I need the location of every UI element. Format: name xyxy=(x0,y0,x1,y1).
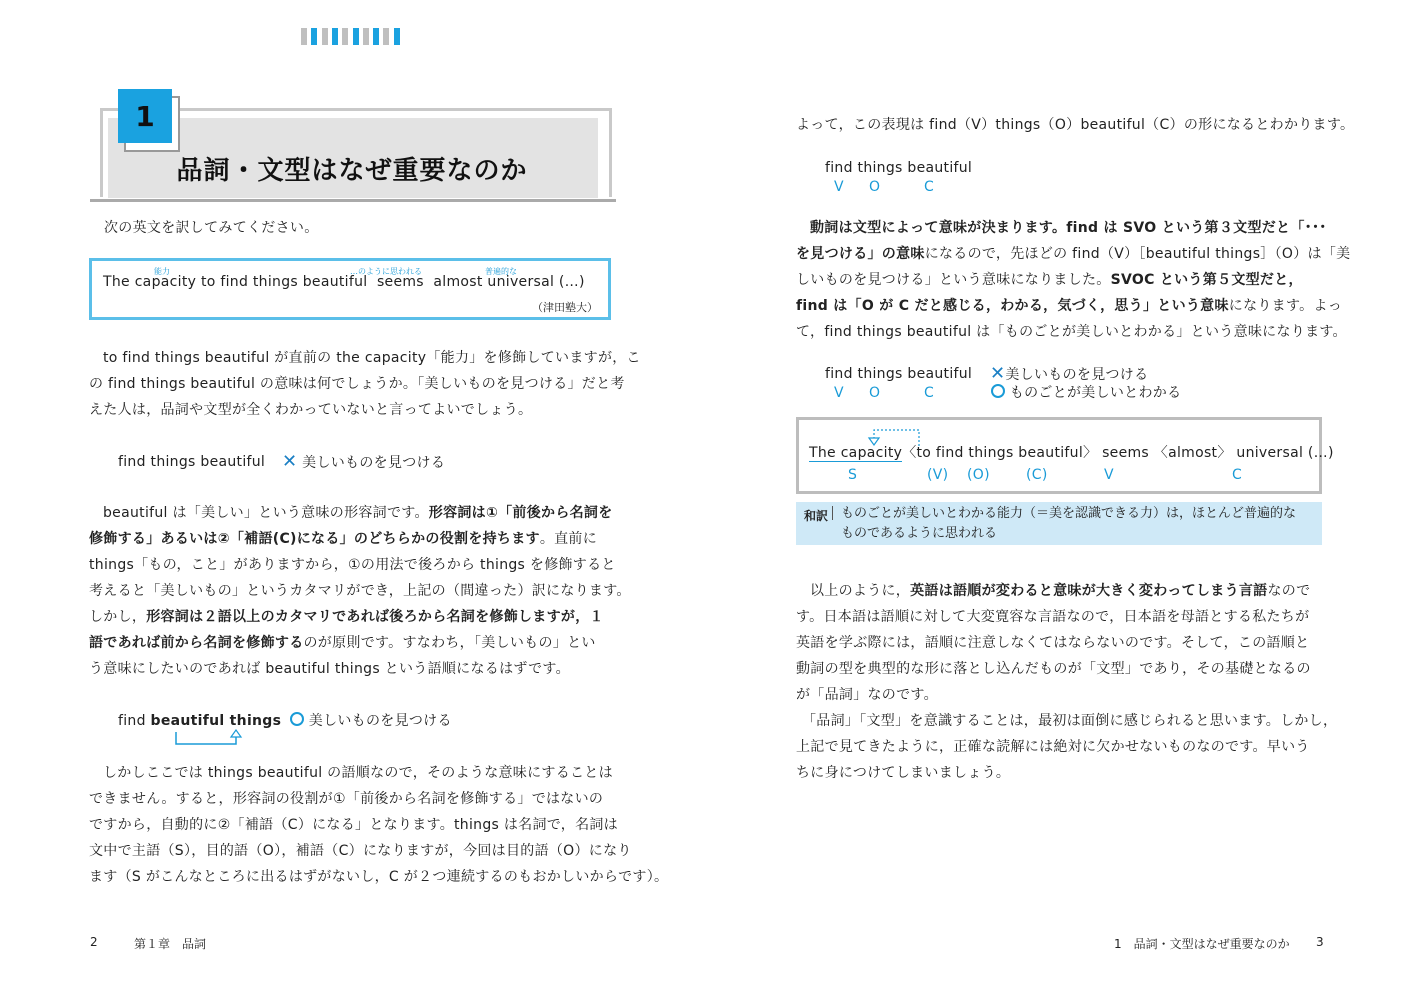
line: 上記で見てきたように，正確な読解には絶対に欠かせないものなのです。早いう xyxy=(796,739,1310,755)
infinitive-phrase: 〈to find things beautiful〉 xyxy=(902,445,1098,461)
wrong-meaning: 美しいものを見つける xyxy=(302,455,446,471)
bold-text: 語であれば前から名詞を修飾する xyxy=(89,635,304,651)
left-page-number: 2 xyxy=(90,935,98,949)
circle-icon xyxy=(290,712,304,726)
reorder-arrow xyxy=(170,728,250,750)
ruby-seems: …のように思われる xyxy=(350,267,422,276)
left-running-head: 第１章 品詞 xyxy=(134,937,207,951)
wrong-meaning: 美しいものを見つける xyxy=(1005,367,1149,383)
correct-example-1 xyxy=(290,708,452,734)
decoration-square xyxy=(322,28,328,45)
left-paragraph-3 xyxy=(89,760,668,890)
decoration-square xyxy=(301,28,307,45)
bold-text: 形容詞は①「前後から名詞を xyxy=(428,505,613,521)
translation-label: 和訳 xyxy=(804,509,829,523)
svoc-phrase-2: find things beautiful xyxy=(825,366,973,382)
correct-meaning: 美しいものを見つける xyxy=(308,713,452,729)
example-phrase-1: find things beautiful xyxy=(118,454,266,470)
right-paragraph-3 xyxy=(796,578,1337,786)
decoration-square xyxy=(332,28,338,45)
line: to find things beautiful が直前の the capacity「能力」を修飾していますが，こ xyxy=(103,350,641,366)
right-paragraph-2 xyxy=(796,215,1350,345)
line: 考えると「美しいもの」というカタマリができ，上記の（間違った）訳になります。 xyxy=(89,583,631,599)
bold-text: 形容詞は２語以上のカタマリであれば後ろから名詞を修飾しますが，１ xyxy=(146,609,604,625)
subject-phrase: The capacity xyxy=(809,445,903,461)
verb: seems xyxy=(1097,445,1154,461)
line: しかしここでは things beautiful の語順なので，そのような意味にすることは xyxy=(103,765,613,781)
bold-text: を見つける」の意味 xyxy=(796,246,925,262)
translation-line-1: ものごとが美しいとわかる能力（＝美を認識できる力）は，ほとんど普遍的な xyxy=(841,506,1297,521)
label-c-paren: (C) xyxy=(1026,467,1048,483)
text: beautiful は「美しい」という意味の形容詞です。 xyxy=(103,505,429,521)
line: 動詞の型を典型的な形に落とし込んだものが「文型」であり，その基礎となるの xyxy=(796,661,1311,677)
decoration-square xyxy=(311,28,317,45)
intro-text: 次の英文を訳してみてください。 xyxy=(104,220,319,236)
label-o: O xyxy=(869,179,881,195)
bold-text: 修飾する」あるいは②「補語(C)になる」のどちらかの役割を持ちます xyxy=(89,531,540,547)
text: になります。よっ xyxy=(1228,298,1343,314)
decoration-square xyxy=(383,28,389,45)
line: できません。すると，形容詞の役割が①「前後から名詞を修飾する」ではないの xyxy=(89,791,604,807)
text: になるので，先ほどの find（V）［beautiful things］（O）は「美 xyxy=(924,246,1351,262)
left-paragraph-2 xyxy=(89,500,631,682)
wrong-example-1 xyxy=(282,449,445,476)
line: て，find things beautiful は「ものごとが美しいとわかる」という意味になります。 xyxy=(796,324,1347,340)
cross-icon: ✕ xyxy=(990,363,1006,384)
label-o: O xyxy=(869,385,881,401)
translation-box xyxy=(796,502,1322,545)
quote-box xyxy=(89,258,611,320)
label-s: S xyxy=(848,467,858,483)
chapter-title: 品詞・文型はなぜ重要なのか xyxy=(176,156,528,186)
analysis-sentence xyxy=(809,440,1334,466)
line: す。日本語は語順に対して大変寛容な言語なので，日本語を母語とする私たちが xyxy=(796,609,1310,625)
text: しかし， xyxy=(89,609,147,625)
bold-text: 英語は語順が変わると意味が大きく変わってしまう言語 xyxy=(910,583,1268,599)
text: 以上のように， xyxy=(810,583,911,599)
correct-example-2 xyxy=(991,380,1181,406)
decoration-square xyxy=(342,28,348,45)
line: えた人は，品詞や文型が全くわかっていないと言ってよいでしょう。 xyxy=(89,402,533,418)
circle-icon xyxy=(991,384,1005,398)
quote-source: （津田塾大） xyxy=(532,301,598,314)
svoc-phrase-1: find things beautiful xyxy=(825,160,973,176)
right-page-number: 3 xyxy=(1316,935,1324,949)
line: ます（S がこんなところに出るはずがないし，C が２つ連続するのもおかしいからです）。 xyxy=(89,869,669,885)
text: 。直前に xyxy=(539,531,598,547)
decoration-square xyxy=(373,28,379,45)
complement: universal (…) xyxy=(1231,445,1334,461)
label-v: V xyxy=(834,179,844,195)
adverb: 〈almost〉 xyxy=(1153,445,1232,461)
label-v: V xyxy=(834,385,844,401)
line: 文中で主語（S），目的語（O），補語（C）になりますが，今回は目的語（O）になり xyxy=(89,843,632,859)
divider xyxy=(832,506,833,520)
line: ですから，自動的に②「補語（C）になる」となります。things は名詞で，名詞は xyxy=(89,817,618,833)
label-o-paren: (O) xyxy=(967,467,990,483)
line: の find things beautiful の意味は何でしょうか。「美しいものを見つける」だと考 xyxy=(89,376,625,392)
ruby-capacity: 能力 xyxy=(154,267,170,276)
text: のが原則です。すなわち，「美しいもの」とい xyxy=(303,635,596,651)
line: 英語を学ぶ際には，語順に注意しなくてはならないのです。そして，この語順と xyxy=(796,635,1310,651)
decoration-square xyxy=(353,28,359,45)
correct-meaning: ものごとが美しいとわかる xyxy=(1009,385,1182,401)
decoration-square xyxy=(363,28,369,45)
bold-text: beautiful things xyxy=(150,713,282,729)
text: find xyxy=(118,713,151,729)
chapter-number: 1 xyxy=(118,89,172,143)
chapter-underline xyxy=(90,199,616,202)
translation-line-2: ものであるように思われる xyxy=(841,526,998,541)
label-c: C xyxy=(924,385,935,401)
quote-sentence: The capacity to find things beautiful seems almost universal (…) xyxy=(103,274,585,290)
bold-text: find は「O が C だと感じる，わかる，気づく，思う」という意味 xyxy=(796,298,1229,314)
line: が「品詞」なのです。 xyxy=(796,687,938,703)
label-c: C xyxy=(1232,467,1243,483)
label-c: C xyxy=(924,179,935,195)
cross-icon: ✕ xyxy=(282,451,298,472)
ruby-universal: 普遍的な xyxy=(485,267,517,276)
decoration-square xyxy=(394,28,400,45)
line: ちに身につけてしまいましょう。 xyxy=(796,765,1011,781)
text: しいものを見つける」という意味になりました。 xyxy=(796,272,1111,288)
line: 「品詞」「文型」を意識することは，最初は面倒に感じられると思います。しかし， xyxy=(802,713,1338,729)
grammar-analysis-box xyxy=(796,417,1334,494)
right-running-head: 1 品詞・文型はなぜ重要なのか xyxy=(1114,937,1290,951)
bold-text: 動詞は文型によって意味が決まります。find は SVO という第３文型だと「･･･ xyxy=(810,220,1327,236)
label-v-paren: (V) xyxy=(927,467,949,483)
bold-text: SVOC という第５文型だと， xyxy=(1110,272,1303,288)
line: things「もの，こと」がありますから，①の用法で後ろから things を修飾すると xyxy=(89,557,616,573)
right-paragraph-1: よって，この表現は find（V）things（O）beautiful（C）の形になるとわかります。 xyxy=(796,117,1355,133)
text: なので xyxy=(1267,583,1311,599)
label-v: V xyxy=(1104,467,1114,483)
left-paragraph-1 xyxy=(89,345,641,423)
line: う意味にしたいのであれば beautiful things という語順になるはずです。 xyxy=(89,661,570,677)
